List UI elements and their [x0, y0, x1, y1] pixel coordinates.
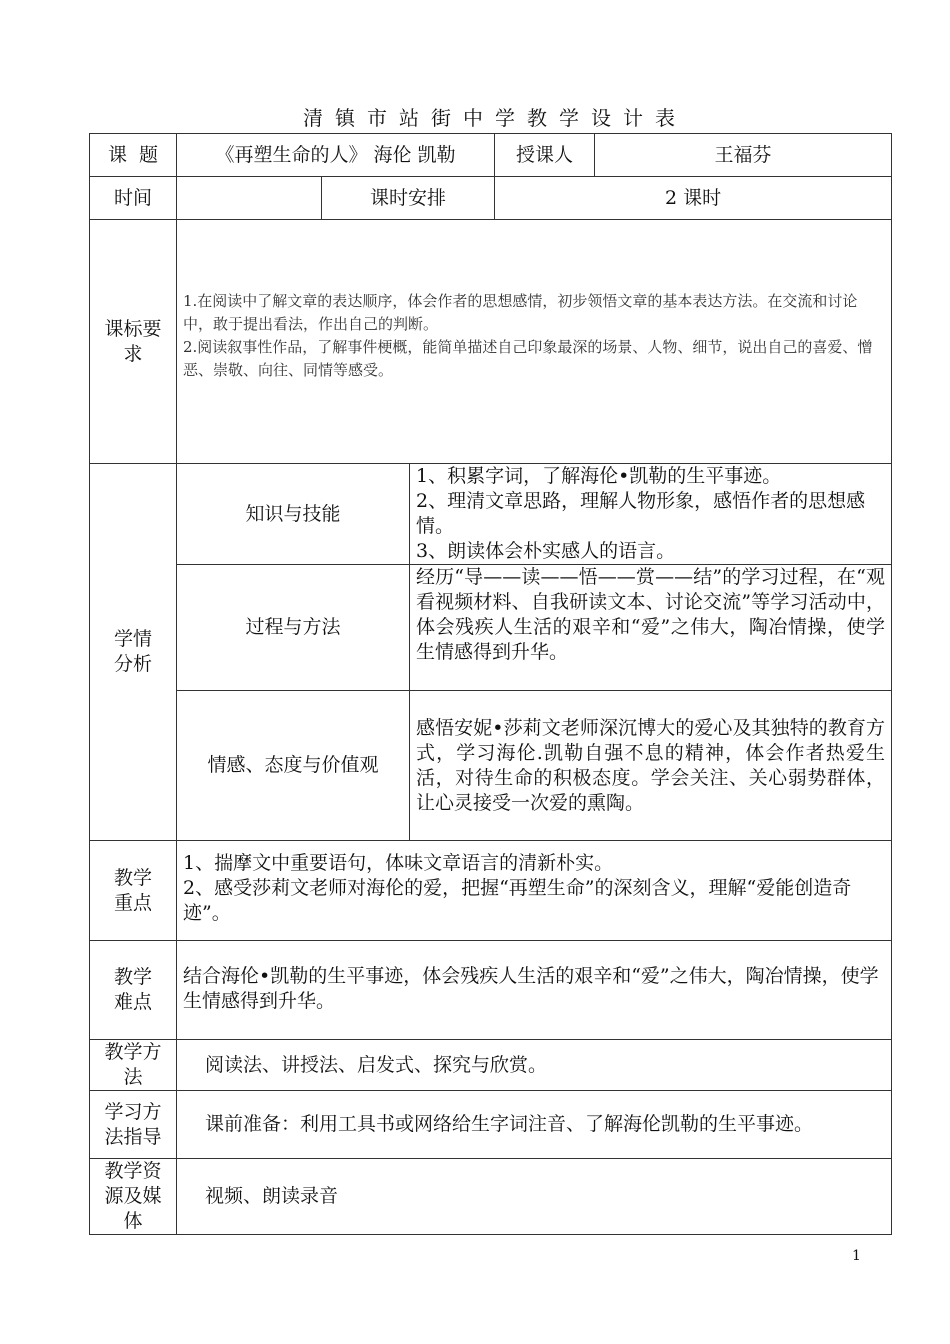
curriculum-label: 课标要求 [90, 220, 177, 464]
analysis-emotion-content [410, 691, 892, 841]
analysis-row-process [90, 565, 892, 691]
difficulties-row [90, 941, 892, 1040]
difficulties-content: 结合海伦•凯勒的生平事迹，体会残疾人生活的艰辛和“爱”之伟大，陶冶情操，使学生情感得到升华。 [177, 941, 892, 1040]
analysis-line: 2、理清文章思路，理解人物形象，感悟作者的思想感情。 [416, 490, 866, 537]
methods-content: 阅读法、讲授法、启发式、探究与欣赏。 [177, 1040, 892, 1091]
analysis-process-content [410, 565, 892, 691]
analysis-line: 3、朗读体会朴实感人的语言。 [416, 540, 676, 562]
time-value [177, 177, 322, 220]
curriculum-row [90, 220, 892, 464]
teacher-label: 授课人 [495, 134, 595, 177]
analysis-emotion-label: 情感、态度与价值观 [177, 691, 410, 841]
page-number: 1 [852, 1248, 861, 1264]
resources-label: 教学资源及媒体 [90, 1159, 177, 1235]
key-points-row [90, 841, 892, 941]
document-title: 清镇市站街中学教学设计表 [303, 106, 687, 130]
analysis-knowledge-label: 知识与技能 [177, 464, 410, 565]
analysis-line: 感悟安妮•莎莉文老师深沉博大的爱心及其独特的教育方式，学习海伦.凯勒自强不息的精神，体会作者热爱生活，对待生命的积极态度。学会关注、关心弱势群体，让心灵接受一次爱的熏陶。 [416, 716, 886, 814]
key-point-line: 1、揣摩文中重要语句，体味文章语言的清新朴实。 [183, 852, 614, 874]
resources-content: 视频、朗读录音 [177, 1159, 892, 1235]
analysis-line: 经历“导——读——悟——赏——结”的学习过程，在“观看视频材料、自我研读文本、讨论交流”等学习活动中，体会残疾人生活的艰辛和“爱”之伟大，陶冶情操，使学生情感得到升华。 [416, 566, 886, 663]
lesson-plan-table [89, 133, 892, 1235]
time-row [90, 177, 892, 220]
topic-row [90, 134, 892, 177]
study-guide-content: 课前准备：利用工具书或网络给生字词注音、了解海伦凯勒的生平事迹。 [177, 1091, 892, 1159]
curriculum-line: 1.在阅读中了解文章的表达顺序，体会作者的思想感情，初步领悟文章的基本表达方法。在交流和讨论中，敢于提出看法，作出自己的判断。 [183, 292, 858, 333]
analysis-row-knowledge [90, 464, 892, 565]
analysis-process-label: 过程与方法 [177, 565, 410, 691]
difficulties-label: 教学难点 [90, 941, 177, 1040]
schedule-value: 2 课时 [495, 177, 892, 220]
study-guide-label: 学习方法指导 [90, 1091, 177, 1159]
analysis-row-emotion [90, 691, 892, 841]
analysis-knowledge-content [410, 464, 892, 565]
curriculum-line: 2.阅读叙事性作品，了解事件梗概，能简单描述自己印象最深的场景、人物、细节，说出自己的喜爱、憎恶、崇敬、向往、同情等感受。 [183, 338, 873, 379]
key-points-content [177, 841, 892, 941]
study-guide-row [90, 1091, 892, 1159]
time-label: 时间 [90, 177, 177, 220]
methods-row [90, 1040, 892, 1091]
analysis-label: 学情分析 [90, 464, 177, 841]
topic-value: 《再塑生命的人》 海伦 凯勒 [177, 134, 495, 177]
resources-row [90, 1159, 892, 1235]
schedule-label: 课时安排 [322, 177, 495, 220]
curriculum-content [177, 220, 892, 464]
topic-label: 课 题 [90, 134, 177, 177]
key-point-line: 2、感受莎莉文老师对海伦的爱，把握“再塑生命”的深刻含义，理解“爱能创造奇迹”。 [183, 877, 852, 924]
methods-label: 教学方法 [90, 1040, 177, 1091]
teacher-value: 王福芬 [595, 134, 892, 177]
key-points-label: 教学重点 [90, 841, 177, 941]
analysis-line: 1、积累字词，了解海伦•凯勒的生平事迹。 [416, 465, 782, 487]
